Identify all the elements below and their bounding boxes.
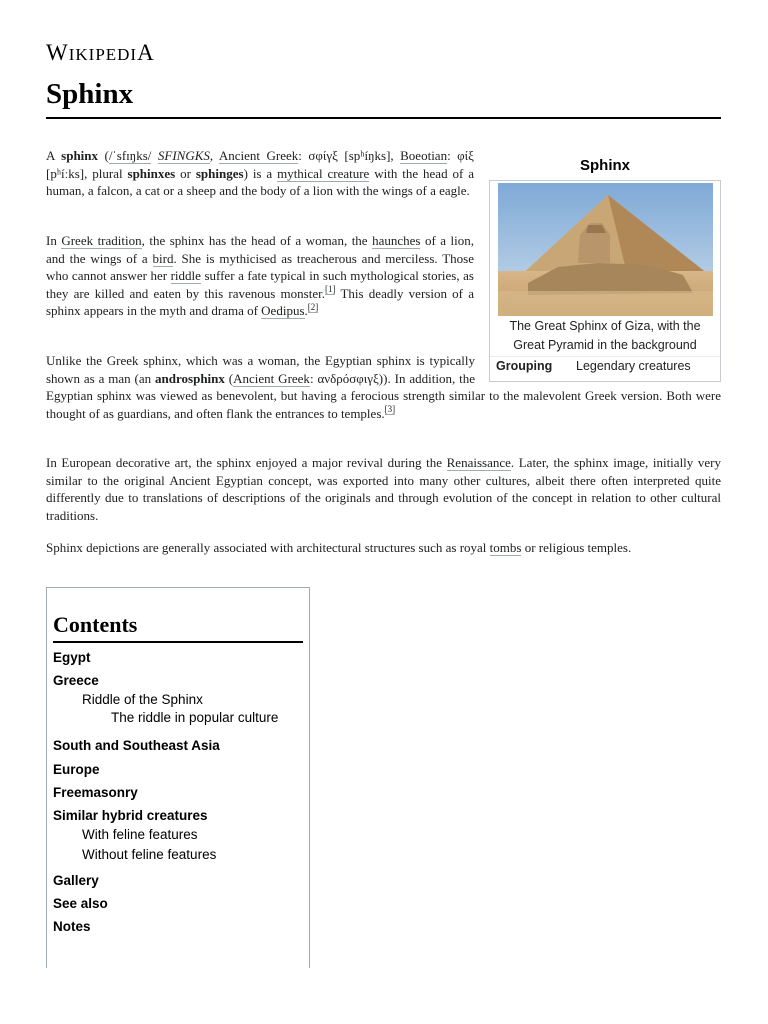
term-sphinges: sphinges bbox=[195, 165, 244, 181]
infobox-value[interactable]: Legendary creatures bbox=[576, 359, 691, 373]
link-haunches[interactable]: haunches bbox=[372, 233, 421, 248]
infobox-title: Sphinx bbox=[579, 157, 630, 174]
toc-item-notes[interactable]: Notes bbox=[53, 919, 91, 934]
paragraph-depictions: Sphinx depictions are generally associated with architectural structures such as royal tombs or religious temples. bbox=[46, 540, 632, 555]
link-tombs[interactable]: tombs bbox=[489, 540, 522, 555]
link-bird[interactable]: bird bbox=[152, 250, 174, 266]
respelling-link[interactable]: SFINGKS bbox=[157, 148, 210, 163]
infobox bbox=[489, 152, 721, 382]
wikipedia-wordmark[interactable]: WIKIPEDIA bbox=[46, 40, 155, 65]
link-mythical-creature[interactable]: mythical creature bbox=[277, 165, 370, 181]
reference-2[interactable]: [2] bbox=[307, 302, 319, 313]
paragraph-egyptian: Unlike the Greek sphinx, which was a woman, the Egyptian sphinx is typically shown as a man (an androsphinx (Ancient Greek: ανδρόσφιγξ)). In addition, the Egyptian sphinx was viewed as benevolent, but having a ferocious strength similar to the malevolent Greek version. Both were thought of as guardians, and often flank the entrances to temples.[3] bbox=[46, 353, 721, 421]
infobox-row-grouping bbox=[496, 359, 691, 373]
sphinx-image[interactable] bbox=[498, 183, 713, 316]
term-sphinxes: sphinxes bbox=[127, 165, 176, 181]
toc-item-feline[interactable]: With feline features bbox=[82, 827, 198, 842]
title-underline bbox=[46, 117, 721, 119]
link-boeotian[interactable]: Boeotian bbox=[400, 148, 448, 163]
infobox-caption: The Great Sphinx of Giza, with the Great Pyramid in the background bbox=[509, 319, 701, 352]
link-renaissance[interactable]: Renaissance bbox=[446, 455, 511, 470]
toc-item-without-feline[interactable]: Without feline features bbox=[82, 847, 217, 862]
toc-item-gallery[interactable]: Gallery bbox=[53, 873, 99, 888]
toc-item-freemasonry[interactable]: Freemasonry bbox=[53, 785, 138, 800]
toc-underline bbox=[53, 641, 303, 643]
link-greek-tradition[interactable]: Greek tradition bbox=[61, 233, 142, 248]
reference-3[interactable]: [3] bbox=[384, 404, 396, 415]
paragraph-greek: In Greek tradition, the sphinx has the head of a woman, the haunches of a lion, and the wings of a bird. She is mythicised as treacherous and merciless. Those who cannot answer her riddle suffer a fate typical in such mythological stories, as they are killed and eaten by this ravenous monster.[1] This deadly version of a sphinx appears in the myth and drama of Oedipus.[2] bbox=[46, 233, 474, 319]
link-riddle[interactable]: riddle bbox=[170, 268, 201, 284]
page-title: Sphinx bbox=[46, 78, 134, 110]
ipa-pronunciation-link[interactable]: /ˈsfɪŋks/ bbox=[108, 148, 152, 163]
toc-item-riddle-popular-culture[interactable]: The riddle in popular culture bbox=[111, 710, 279, 725]
toc-item-riddle[interactable]: Riddle of the Sphinx bbox=[82, 692, 203, 707]
toc-item-south-southeast-asia[interactable]: South and Southeast Asia bbox=[53, 738, 220, 753]
term-sphinx: sphinx bbox=[61, 148, 99, 163]
term-androsphinx: androsphinx bbox=[155, 370, 225, 386]
infobox-label: Grouping bbox=[496, 359, 553, 373]
link-ancient-greek[interactable]: Ancient Greek bbox=[218, 148, 299, 163]
toc-item-see-also[interactable]: See also bbox=[53, 896, 108, 911]
toc-item-similar-hybrid[interactable]: Similar hybrid creatures bbox=[53, 808, 208, 823]
sphinx-photo-graphic bbox=[498, 183, 713, 316]
toc-item-europe[interactable]: Europe bbox=[53, 762, 100, 777]
table-of-contents bbox=[46, 587, 310, 968]
toc-item-greece[interactable]: Greece bbox=[53, 673, 99, 688]
link-ancient-greek-2[interactable]: Ancient Greek bbox=[233, 370, 310, 386]
link-oedipus[interactable]: Oedipus bbox=[261, 303, 305, 319]
paragraph-european: In European decorative art, the sphinx enjoyed a major revival during the Renaissance. Later, the sphinx image, initially very similar to the original Ancient Egyptian concept, was exported into many other cultures, albeit there often interpreted quite differently due to translations of descriptions of the originals and through evolution of the concept in relation to other cultural traditions. bbox=[46, 455, 721, 523]
infobox-frame bbox=[489, 180, 721, 382]
toc-item-egypt[interactable]: Egypt bbox=[53, 650, 91, 665]
paragraph-intro: A sphinx (/ˈsfɪŋks/ SFINGKS, Ancient Greek: σφίγξ [spʰíŋks], Boeotian: φίξ [pʰíːks], plural sphinxes or sphinges) is a mythical creature with the head of a human, a falcon, a cat or a sheep and the body of a lion with the wings of a eagle. bbox=[46, 148, 474, 199]
toc-title: Contents bbox=[53, 612, 138, 637]
infobox-divider bbox=[490, 356, 720, 357]
reference-1[interactable]: [1] bbox=[324, 284, 336, 295]
